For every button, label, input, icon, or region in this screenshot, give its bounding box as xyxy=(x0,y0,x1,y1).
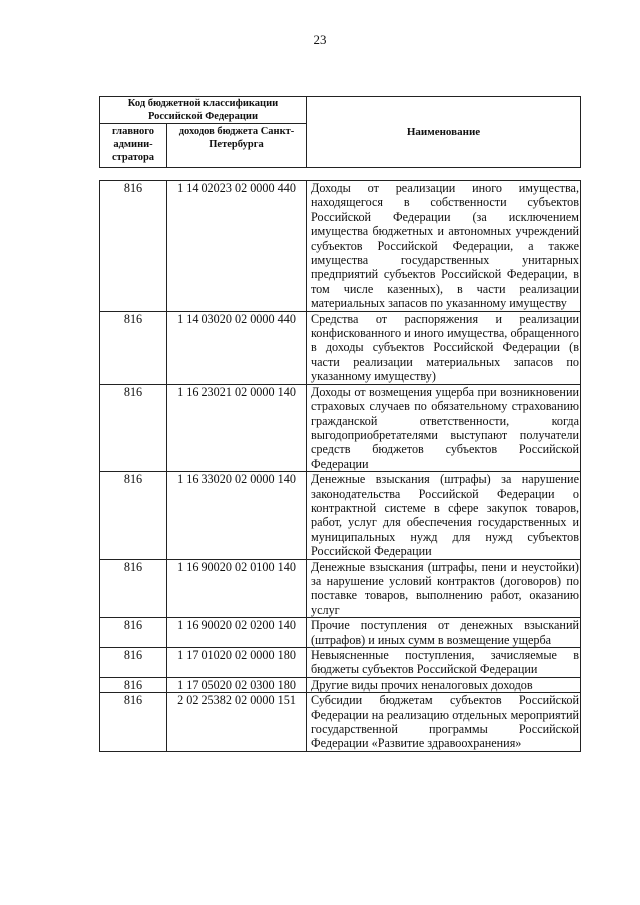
table-row xyxy=(100,181,581,312)
admin-column-header: главного админи- стратора xyxy=(100,124,167,168)
income-code-cell: 1 16 23021 02 0000 140 xyxy=(167,384,307,471)
description-cell: Доходы от реализации иного имущества, находящегося в собственности субъектов Российской Федерации (за исключением имущества бюджетных и автономных учреждений субъектов Российской Федерации, а также имущества государственных унитарных предприятий субъектов Российской Федерации, в том числе казенных), в части реализации материальных запасов по указанному имуществу xyxy=(307,181,581,312)
admin-code-cell: 816 xyxy=(100,677,167,692)
admin-code-cell: 816 xyxy=(100,384,167,471)
income-column-header: доходов бюджета Санкт-Петербурга xyxy=(167,124,307,168)
income-code-cell: 1 17 05020 02 0300 180 xyxy=(167,677,307,692)
table-row xyxy=(100,648,581,678)
income-code-cell: 1 14 03020 02 0000 440 xyxy=(167,311,307,384)
admin-code-cell: 816 xyxy=(100,648,167,678)
description-cell: Доходы от возмещения ущерба при возникновении страховых случаев по обязательному страхованию гражданской ответственности, когда выгодоприобретателями выступают получатели средств бюджетов субъектов Российской Федерации xyxy=(307,384,581,471)
page-number: 23 xyxy=(313,32,327,47)
table-body xyxy=(100,181,581,752)
table-row xyxy=(100,384,581,471)
description-cell: Другие виды прочих неналоговых доходов xyxy=(307,677,581,692)
income-code-cell: 1 16 90020 02 0200 140 xyxy=(167,618,307,648)
description-cell: Субсидии бюджетам субъектов Российской Федерации на реализацию отдельных мероприятий государственной программы Российской Федерации «Развитие здравоохранения» xyxy=(307,693,581,752)
budget-code-group-header: Код бюджетной классификации Российской Федерации xyxy=(100,97,307,124)
table-row xyxy=(100,693,581,752)
income-code-cell: 1 17 01020 02 0000 180 xyxy=(167,648,307,678)
table-row xyxy=(100,472,581,559)
income-code-cell: 2 02 25382 02 0000 151 xyxy=(167,693,307,752)
description-cell: Средства от распоряжения и реализации конфискованного и иного имущества, обращенного в доходы субъектов Российской Федерации (в части реализации материальных запасов по указанному имуществу) xyxy=(307,311,581,384)
admin-code-cell: 816 xyxy=(100,559,167,618)
admin-code-cell: 816 xyxy=(100,311,167,384)
admin-code-cell: 816 xyxy=(100,693,167,752)
table-header xyxy=(99,96,581,168)
table-row xyxy=(100,618,581,648)
description-cell: Невыясненные поступления, зачисляемые в бюджеты субъектов Российской Федерации xyxy=(307,648,581,678)
description-cell: Денежные взыскания (штрафы) за нарушение законодательства Российской Федерации о контрактной системе в сфере закупок товаров, работ, услуг для обеспечения государственных и муниципальных нужд для нужд субъектов Российской Федерации xyxy=(307,472,581,559)
table-row xyxy=(100,311,581,384)
description-cell: Прочие поступления от денежных взысканий (штрафов) и иных сумм в возмещение ущерба xyxy=(307,618,581,648)
income-code-cell: 1 16 33020 02 0000 140 xyxy=(167,472,307,559)
table-row xyxy=(100,677,581,692)
admin-code-cell: 816 xyxy=(100,472,167,559)
name-column-header: Наименование xyxy=(307,97,581,168)
budget-table xyxy=(99,180,581,752)
description-cell: Денежные взыскания (штрафы, пени и неустойки) за нарушение условий контрактов (договоров) по поставке товаров, выполнению работ, оказанию услуг xyxy=(307,559,581,618)
admin-code-cell: 816 xyxy=(100,181,167,312)
table-row xyxy=(100,559,581,618)
admin-code-cell: 816 xyxy=(100,618,167,648)
income-code-cell: 1 14 02023 02 0000 440 xyxy=(167,181,307,312)
income-code-cell: 1 16 90020 02 0100 140 xyxy=(167,559,307,618)
